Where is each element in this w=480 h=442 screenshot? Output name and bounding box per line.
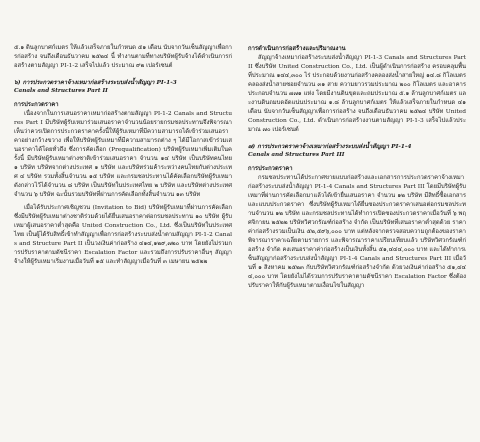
- intro-paragraph: ๕.๑ ดินลูกบาศก์เมตร ให้แล้วเสร็จภายในกำหนด ๕๑ เดือน นับจากวันเซ็นสัญญาเพื่อการก่อสร้าง จนถึงเดือนธันวาคม ๒๕๒๔ นี้ ทำงานตามที่ทางบริษัทผู้รับจ้างได้ดำเนินการก่อสร้างตามสัญญา PI-1-2 เสร็จไปแล้ว ประมาณ ๙๒ เปอร์เซนต์: [14, 45, 232, 70]
- right-column: [248, 44, 466, 432]
- construction-subhead: การดำเนินการก่อสร้างและปริมาณงาน: [248, 45, 346, 52]
- section-6-subhead: การประกวดราคา: [14, 100, 59, 108]
- section-6-paragraph-2: เมื่อได้รับประกาศเชิญชวน (Invitation to Bid) บริษัทผู้รับเหมาที่ผ่านการคัดเลือกซึ่งมีบริษัทผู้รับเหมาต่างชาติร่วมด้วยได้ยื่นเสนอราคาต่อกรมชลประทาน ๑๐ บริษัท ผู้รับเหมาผู้เสนอราคาต่ำสุดคือ United Construction Co., Ltd. ซึ่งเป็นบริษัทในประเทศไทย เป็นผู้ได้รับสิทธิ์เข้าทำสัญญาเพื่อการก่อสร้างระบบส่งน้ำตามสัญญา PI-1-2 Canals and Structure Part II เป็นวงเงินค่าก่อสร้าง ๔๑๔,๑๒๙,๗๒๐ บาท โดยยังไม่รวมการปรับราคาตามดัชนีราคา Escalation Factor และรวมถึงการปรับราคาอื่นๆ สัญญาจ้างให้ผู้รับเหมาเริ่มงานเมื่อวันที่ ๑๕ และทำสัญญาเมื่อวันที่ ๓ เมษายน ๒๕๒๒: [14, 205, 232, 266]
- section-7-title-en: Canals and Structures Part III: [248, 152, 345, 159]
- construction-paragraph: สัญญาจ้างเหมาก่อสร้างระบบส่งน้ำสัญญา PI-1-3 Canals and Structures Part II ซึ่งบริษัท United Construction Co., Ltd. เป็นผู้ดำเนินการก่อสร้าง ครอบคลุมพื้นที่ประมาณ ๑๔๔,๓๐๐ ไร่ ประกอบด้วยงานก่อสร้างคลองส่งน้ำสายใหญ่ ๑๔.๘ กิโลเมตร คลองส่งน้ำสายซอยจำนวน ๓๑ สาย ความยาวรวมประมาณ ๒๐๐ กิโลเมตร และอาคารประกอบจำนวน ๗๗๑ แห่ง โดยมีงานดินขุดและถมประมาณ ๕.๑ ล้านลูกบาศก์เมตร และงานดินถมบดอัดแน่นประมาณ ๑.๘ ล้านลูกบาศก์เมตร ให้แล้วเสร็จภายในกำหนด ๔๑ เดือน นับจากวันเซ็นสัญญาเพื่อการก่อสร้าง จนถึงเดือนธันวาคม ๒๕๒๔ บริษัท United Construction Co., Ltd. ดำเนินการก่อสร้างงานตามสัญญา PI-1-3 เสร็จไปแล้วประมาณ ๗๐ เปอร์เซนต์: [248, 55, 466, 134]
- section-6-title: ๖) การประกวดราคาจ้างเหมาก่อสร้างระบบส่งน้ำสัญญา PI-1-3: [14, 79, 177, 87]
- section-6-paragraph-1: เนื่องจากในการเสนอราคาเหมาก่อสร้างตามสัญญา PI-1-2 Canals and Structures Part I มีบริษัทผู้รับเหมาร่วมเสนอราคาจำนวนน้อยรายกรมชลประทานจึงพิจารณาเห็นว่าควรเปิดการประกวดราคาครั้งนี้ให้ผู้รับเหมาที่มีความสามารถได้เข้าร่วมเสนอราคาอย่างกว้างขวาง เพื่อให้บริษัทผู้รับเหมาที่มีความสามารถต่าง ๆ ได้มีโอกาสเข้าร่วมเสนอราคาได้โดยทั่วถึง ซึ่งการคัดเลือก (Prequalification) บริษัทผู้รับเหมาเพิ่มเติมในครั้งนี้ มีบริษัทผู้รับเหมาต่างชาติเข้าร่วมเสนอราคา จำนวน ๑๔ บริษัท เป็นบริษัทคนไทย ๑ บริษัท บริษัทจากต่างประเทศ ๑ บริษัท และบริษัทร่วมค้าระหว่างคนไทยกับต่างประเทศ ๔ บริษัท รวมทั้งสิ้นจำนวน ๑๕ บริษัท และกรมชลประทานได้คัดเลือกบริษัทผู้รับเหมาดังกล่าวไว้ได้จำนวน ๘ บริษัท เป็นบริษัทในประเทศไทย ๒ บริษัท และบริษัทต่างประเทศ จำนวน ๖ บริษัท ฉะนั้นรวมบริษัทที่ผ่านการคัดเลือกทั้งสิ้นจำนวน ๑๓ บริษัท: [14, 110, 232, 199]
- section-7-subhead: การประกวดราคา: [248, 164, 293, 172]
- section-7-title: ๗) การประกวดราคาจ้างเหมาก่อสร้างระบบส่งน้ำสัญญา PI-1-4: [248, 143, 412, 151]
- section-6-title-en: Canals and Structures Part II: [14, 88, 108, 95]
- section-7-paragraph: กรมชลประทานได้ประกาศขายแบบก่อสร้างและเอกสารการประกวดราคาจ้างเหมาก่อสร้างระบบส่งน้ำสัญญา PI-1-4 Canals and Structures Part III โดยมีบริษัทผู้รับเหมาที่ผ่านการคัดเลือกมาแล้วได้เข้ายื่นเสนอราคา จำนวน ๑๒ บริษัท มีสิทธิ์ซื้อเอกสารและแบบประกวดราคา ซึ่งบริษัทผู้รับเหมาได้ยื่นซองประกวดราคาเสนอต่อกรมชลประทานจำนวน ๑๒ บริษัท และกรมชลประทานได้ทำการเปิดซองประกวดราคาเมื่อวันที่ ๖ พฤศจิกายน ๒๕๒๒ บริษัทวิศวกรัณฑ์ก่อสร้าง จำกัด เป็นบริษัทที่เสนอราคาต่ำสุดด้วย ราคาค่าก่อสร้างรวมเป็นเงิน ๕๒,๕๙๖,๐๐๐ บาท แต่หลังจากตรวจสอบความถูกต้องของราคา พิจารณาราคาเฉลี่ยตามรายการ และพิจารณาราคาเปรียบเทียบแล้ว บริษัทวิศวกรัณฑ์ก่อสร้าง จำกัด คงเสนอราคาค่าก่อสร้างเป็นเงินทั้งสิ้น ๕๑,๔๔๔,๐๐๐ บาท และได้ทำการเซ็นสัญญาก่อสร้างระบบส่งน้ำสัญญา PI-1-4 Canals and Structures Part III เมื่อวันที่ ๑ สิงหาคม ๒๕๒๓ กับบริษัทวิศวกรัณฑ์ก่อสร้างจำกัด ด้วยวงเงินค่าก่อสร้าง ๕๑,๔๔๔,๐๐๐ บาท โดยยังไม่ได้รวมการปรับราคาตามดัชนีราคา Escalation Factor ซึ่งต้องปรับราคาให้กับผู้รับเหมาตามเงื่อนไขในสัญญา: [248, 174, 466, 290]
- left-column: [14, 44, 232, 432]
